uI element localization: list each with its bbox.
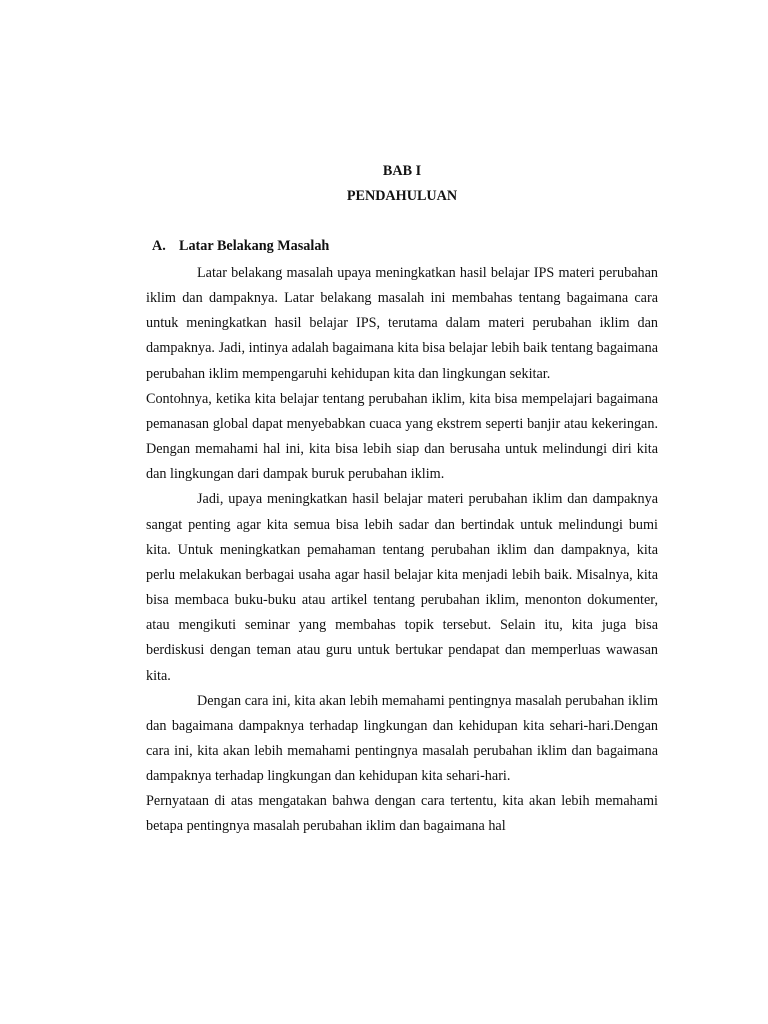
section-heading <box>152 238 329 255</box>
document-page <box>146 0 658 1024</box>
paragraph: Jadi, upaya meningkatkan hasil belajar materi perubahan iklim dan dampaknya sangat penting agar kita semua bisa lebih sadar dan bertindak untuk melindungi bumi kita. Untuk meningkatkan pemahaman tentang perubahan iklim dan dampaknya, kita perlu melakukan berbagai usaha agar hasil belajar kita menjadi lebih baik. Misalnya, kita bisa membaca buku-buku atau artikel tentang perubahan iklim, menonton dokumenter, atau mengikuti seminar yang membahas topik tersebut. Selain itu, kita juga bisa berdiskusi dengan teman atau guru untuk bertukar pendapat dan memperluas wawasan kita. <box>146 491 658 684</box>
paragraph: Latar belakang masalah upaya meningkatkan hasil belajar IPS materi perubahan iklim dan dampaknya. Latar belakang masalah ini membahas tentang bagaimana cara untuk meningkatkan hasil belajar IPS, terutama dalam materi perubahan iklim dan dampaknya. Jadi, intinya adalah bagaimana kita bisa belajar lebih baik tentang bagaimana perubahan iklim mempengaruhi kehidupan kita dan lingkungan sekitar. <box>146 265 658 382</box>
paragraph: Dengan cara ini, kita akan lebih memahami pentingnya masalah perubahan iklim dan bagaimana dampaknya terhadap lingkungan dan kehidupan kita sehari-hari.Dengan cara ini, kita akan lebih memahami pentingnya masalah perubahan iklim dan bagaimana dampaknya terhadap lingkungan dan kehidupan kita sehari-hari. <box>146 692 658 785</box>
chapter-label: BAB I <box>382 163 422 179</box>
section-title: Latar Belakang Masalah <box>179 238 330 254</box>
paragraph: Pernyataan di atas mengatakan bahwa dengan cara tertentu, kita akan lebih memahami betapa pentingnya masalah perubahan iklim dan bagaimana hal <box>146 793 658 835</box>
section-number: A. <box>152 238 166 254</box>
chapter-title: PENDAHULUAN <box>346 188 458 204</box>
paragraph: Contohnya, ketika kita belajar tentang perubahan iklim, kita bisa mempelajari bagaimana pemanasan global dapat menyebabkan cuaca yang ekstrem seperti banjir atau kekeringan. Dengan memahami hal ini, kita bisa lebih siap dan berusaha untuk melindungi diri kita dan lingkungan dari dampak buruk perubahan iklim. <box>146 390 658 483</box>
document-body <box>146 261 658 840</box>
